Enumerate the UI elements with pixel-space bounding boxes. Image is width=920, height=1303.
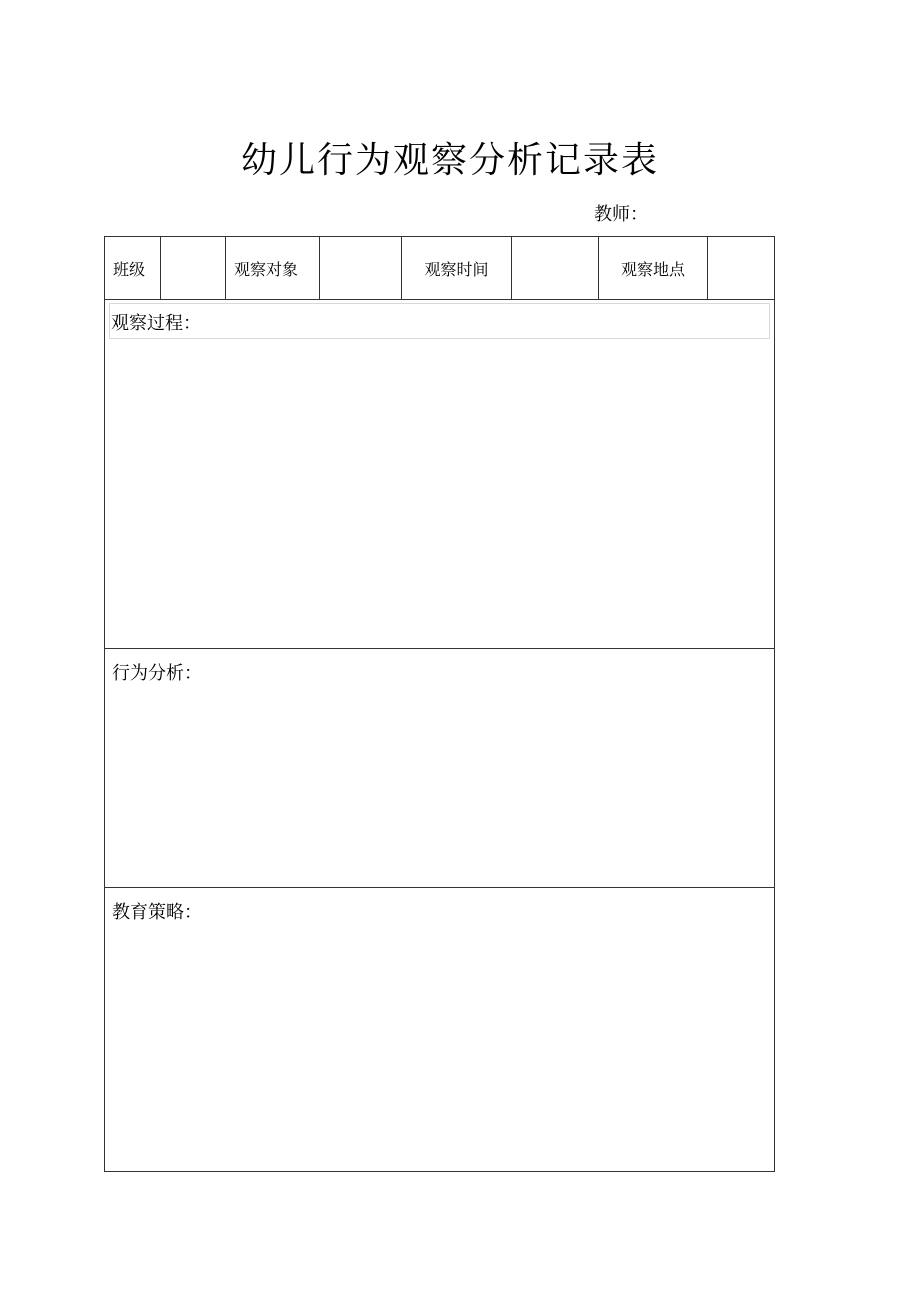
- process-cell[interactable]: [105, 300, 775, 649]
- strategy-label: 教育策略：: [112, 902, 202, 923]
- observation-record-table: [104, 236, 775, 1172]
- page-title: 幼儿行为观察分析记录表: [240, 140, 659, 181]
- process-label: 观察过程：: [111, 313, 201, 334]
- strategy-section: [105, 888, 775, 1172]
- process-section: [105, 300, 775, 649]
- class-value-cell[interactable]: [161, 237, 226, 300]
- time-value-cell[interactable]: [512, 237, 599, 300]
- analysis-section: [105, 649, 775, 888]
- analysis-label: 行为分析：: [112, 663, 202, 684]
- subject-label: 观察对象: [226, 237, 320, 300]
- strategy-content[interactable]: [105, 924, 774, 950]
- header-row: [105, 237, 775, 300]
- process-content[interactable]: [105, 335, 774, 361]
- time-label: 观察时间: [402, 237, 512, 300]
- subject-value-cell[interactable]: [320, 237, 402, 300]
- location-label: 观察地点: [599, 237, 708, 300]
- strategy-cell[interactable]: [105, 888, 775, 1172]
- analysis-content[interactable]: [105, 685, 774, 711]
- teacher-label: 教师：: [594, 204, 648, 225]
- teacher-field: [594, 200, 748, 226]
- class-label: 班级: [105, 237, 161, 300]
- analysis-cell[interactable]: [105, 649, 775, 888]
- location-value-cell[interactable]: [708, 237, 775, 300]
